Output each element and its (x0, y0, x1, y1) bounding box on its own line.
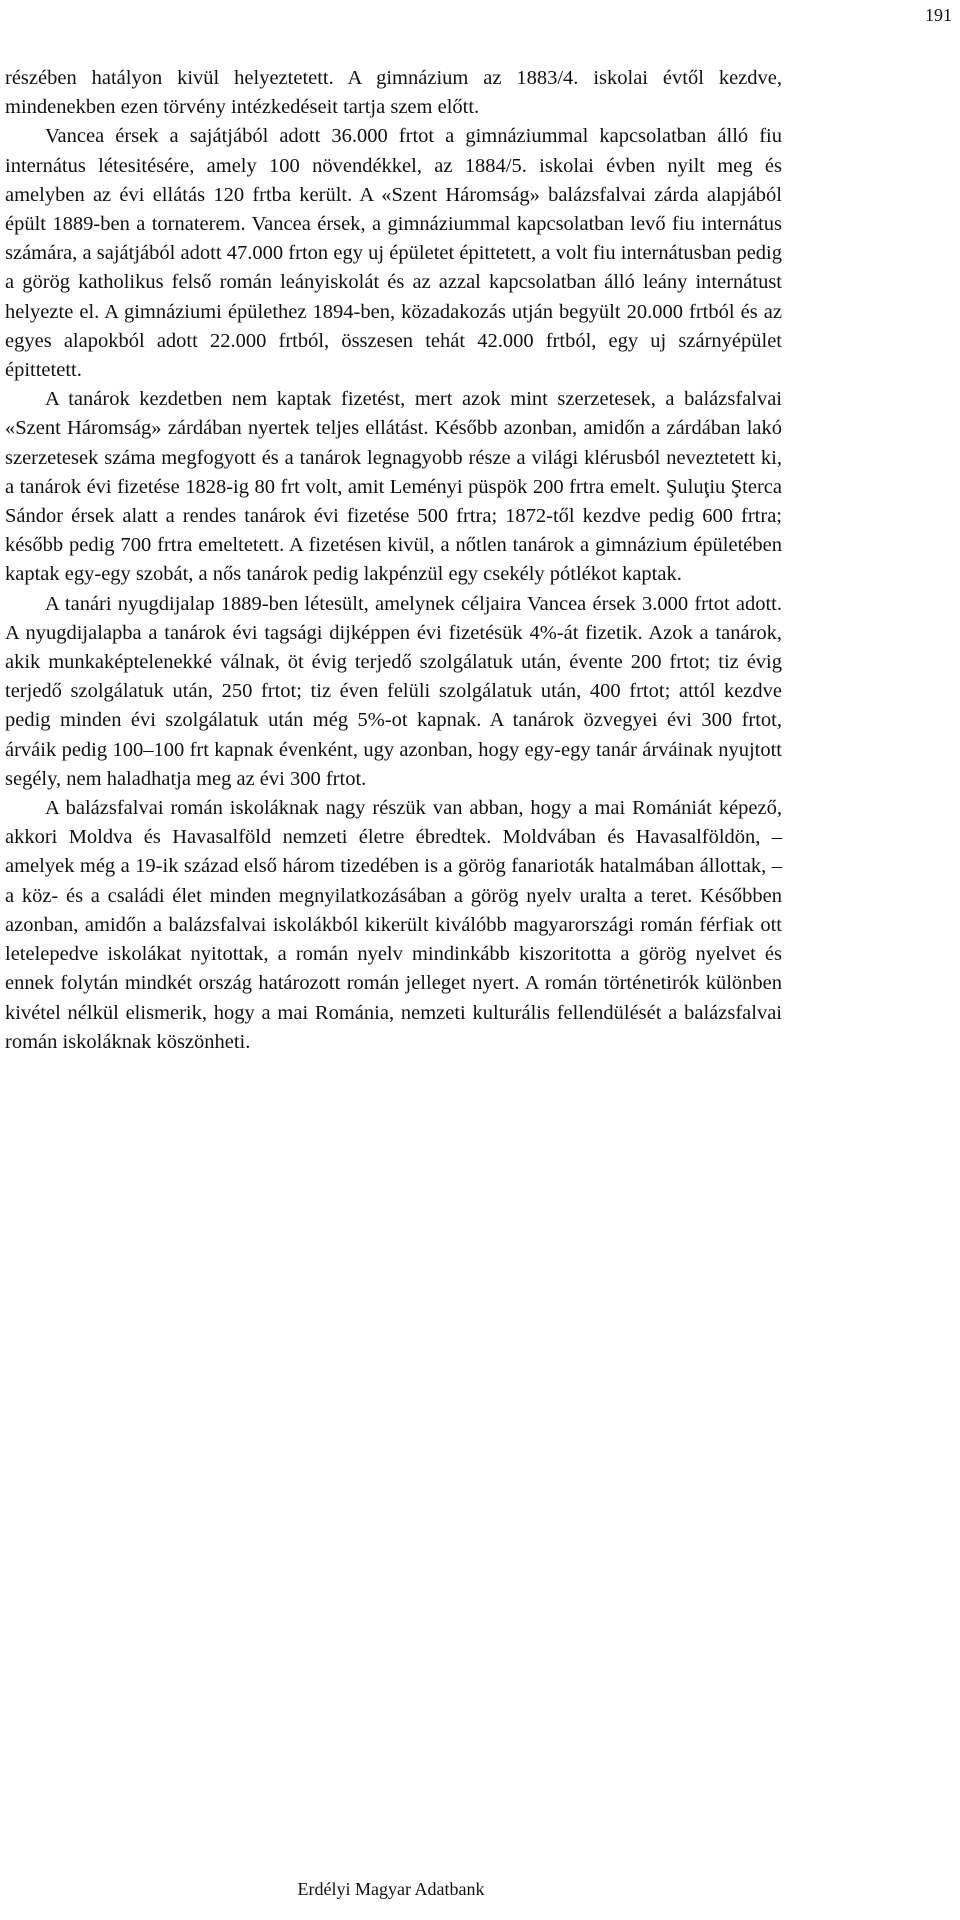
page-footer: Erdélyi Magyar Adatbank (297, 1879, 485, 1899)
body-text (5, 64, 782, 1057)
paragraph: A balázsfalvai román iskoláknak nagy részük van abban, hogy a mai Romániát képező, akkori Moldva és Havasalföld nemzeti életre ébredtek. Moldvában és Havasalföldön, – amelyek még a 19-ik század első három tizedében is a görög fanarioták hatalmában állottak, – a köz- és a családi élet minden megnyilatkozásában a görög nyelv uralta a teret. Későbben azonban, amidőn a balázsfalvai iskolákból kikerült kiválóbb magyarországi román férfiak ott letelepedve iskolákat nyitottak, a román nyelv mindinkább kiszoritotta a görög nyelvet és ennek folytán mindkét ország határozott román jelleget nyert. A román történetirók különben kivétel nélkül elismerik, hogy a mai Románia, nemzeti kulturális fellendülését a balázsfalvai román iskoláknak köszönheti. (5, 797, 782, 1053)
page-number: 191 (925, 5, 952, 25)
paragraph: A tanárok kezdetben nem kaptak fizetést, mert azok mint szerzetesek, a balázsfalvai «Szent Háromság» zárdában nyertek teljes ellátást. Később azonban, amidőn a zárdában lakó szerzetesek száma megfogyott és a tanárok legnagyobb része a világi klérusból neveztetett ki, a tanárok évi fizetése 1828-ig 80 frt volt, amit Leményi püspök 200 frtra emelt. Şuluţiu Şterca Sándor érsek alatt a rendes tanárok évi fizetése 500 frtra; 1872-től kezdve pedig 600 frtra; később pedig 700 frtra emeltetett. A fizetésen kivül, a nőtlen tanárok a gimnázium épületében kaptak egy-egy szobát, a nős tanárok pedig lakpénzül egy csekély pótlékot kaptak. (5, 388, 782, 586)
paragraph: A tanári nyugdijalap 1889-ben létesült, amelynek céljaira Vancea érsek 3.000 frtot adott. A nyugdijalapba a tanárok évi tagsági dijképpen évi fizetésük 4%-át fizetik. Azok a tanárok, akik munkaképtelenekké válnak, öt évig terjedő szolgálatuk után, évente 200 frtot; tiz évig terjedő szolgálatuk után, 250 frtot; tiz éven felüli szolgálatuk után, 400 frtot; attól kezdve pedig minden évi szolgálatuk után még 5%-ot kapnak. A tanárok özvegyei évi 300 frtot, árváik pedig 100–100 frt kapnak évenként, ugy azonban, hogy egy-egy tanár árváinak nyujtott segély, nem haladhatja meg az évi 300 frtot. (5, 592, 782, 790)
paragraph: Vancea érsek a sajátjából adott 36.000 frtot a gimnáziummal kapcsolatban álló fiu internátus létesitésére, amely 100 növendékkel, az 1884/5. iskolai évben nyilt meg és amelyben az évi ellátás 120 frtba került. A «Szent Háromság» balázsfalvai zárda alapjából épült 1889-ben a tornaterem. Vancea érsek, a gimnáziummal kapcsolatban levő fiu internátus számára, a sajátjából adott 47.000 frton egy uj épületet épittetett, a volt fiu internátusban pedig a görög katholikus felső román leányiskolát és az azzal kapcsolatban álló leány internátust helyezte el. A gimnáziumi épülethez 1894-ben, közadakozás utján begyült 20.000 frtból és az egyes alapokból adott 22.000 frtból, összesen tehát 42.000 frtból, egy uj szárnyépület épittetett. (5, 125, 782, 382)
paragraph: részében hatályon kivül helyeztetett. A gimnázium az 1883/4. iskolai évtől kezdve, mindenekben ezen törvény intézkedéseit tartja szem előtt. (5, 67, 782, 119)
